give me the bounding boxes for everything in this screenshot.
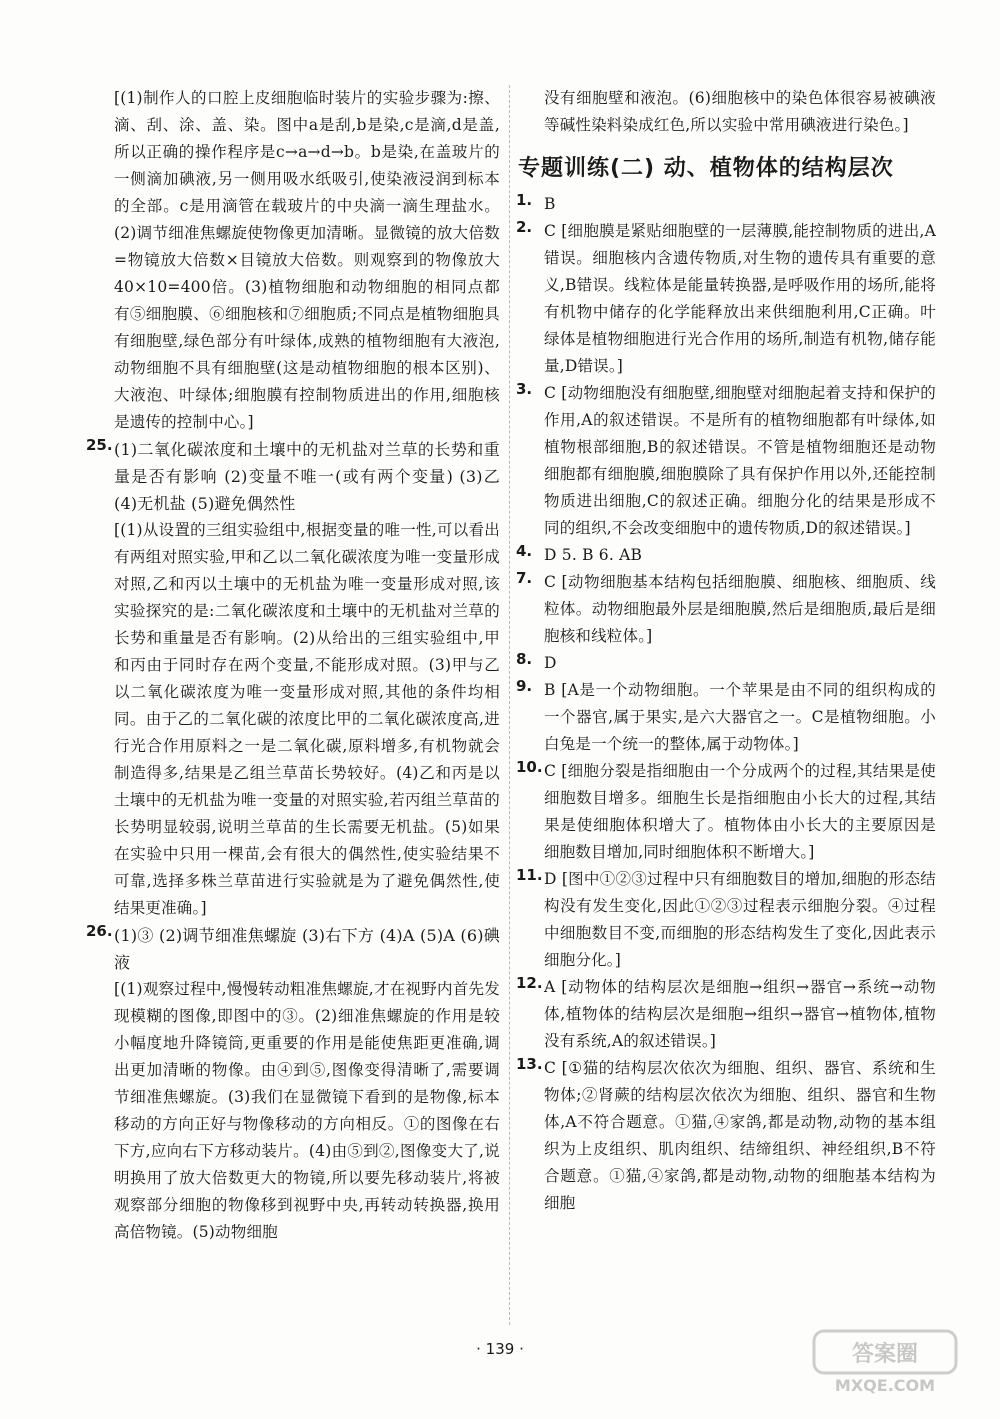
answer-item <box>518 1055 936 1217</box>
answer-item <box>518 218 936 380</box>
answer-text: D [图中①②③过程中只有细胞数目的增加,细胞的形态结构没有发生变化,因此①②③过程表示细胞分裂。④过程中细胞数目不变,而细胞的形态结构发生了变化,因此表示细胞分化。] <box>544 870 936 969</box>
question-number: 1. <box>516 191 533 209</box>
answer-text: A [动物体的结构层次是细胞→组织→器官→系统→动物体,植物体的结构层次是细胞→组织→器官→植物体,植物没有系统,A的叙述错误。] <box>544 978 936 1050</box>
question-26 <box>88 922 500 1246</box>
question-number: 7. <box>516 569 533 587</box>
answer-text: C [动物细胞基本结构包括细胞膜、细胞核、细胞质、线粒体。动物细胞最外层是细胞膜,然后是细胞质,最后是细胞核和线粒体。] <box>544 573 936 645</box>
question-number: 10. <box>516 758 543 776</box>
question-number: 13. <box>516 1055 543 1073</box>
question-number: 8. <box>516 650 533 668</box>
question-number: 9. <box>516 677 533 695</box>
explanation-text: [(1)观察过程中,慢慢转动粗准焦螺旋,才在视野内首先发现模糊的图像,即图中的③。(2)细准焦螺旋的作用是较小幅度地升降镜筒,更重要的作用是能使焦距更准确,调出更加清晰的物像。由④到⑤,图像变得清晰了,需要调节细准焦螺旋。(3)我们在显微镜下看到的是物像,标本移动的方向正好与物像移动的方向相反。①的图像在右下方,应向右下方移动装片。(4)由⑤到②,图像变大了,说明换用了放大倍数更大的物镜,所以要先移动装片,将被观察部分细胞的物像移到视野中央,再转动转换器,换用高倍物镜。(5)动物细胞 <box>114 980 500 1241</box>
watermark-logo <box>810 1327 960 1397</box>
answer-text: (1)③ (2)调节细准焦螺旋 (3)右下方 (4)A (5)A (6)碘液 <box>114 926 500 972</box>
page-number: · 139 · <box>476 1340 524 1358</box>
explanation-text: [(1)从设置的三组实验组中,根据变量的唯一性,可以看出有两组对照实验,甲和乙以二氧化碳浓度为唯一变量形成对照,乙和丙以土壤中的无机盐为唯一变量形成对照,该实验探究的是:二氧化碳浓度和土壤中的无机盐对兰草的长势和重量是否有影响。(2)从给出的三组实验组中,甲和丙由于同时存在两个变量,不能形成对照。(3)甲与乙以二氧化碳浓度为唯一变量形成对照,其他的条件均相同。由于乙的二氧化碳的浓度比甲的二氧化碳浓度高,进行光合作用原料之一是二氧化碳,原料增多,有机物就会制造得多,结果是乙组兰草苗长势较好。(4)乙和丙是以土壤中的无机盐为唯一变量的对照实验,若丙组兰草苗的长势明显较弱,说明兰草苗的生长需要无机盐。(5)如果在实验中只用一棵苗,会有很大的偶然性,使实验结果不可靠,选择多株兰草苗进行实验就是为了避免偶然性,使结果更准确。] <box>114 521 500 917</box>
answer-text: C [细胞膜是紧贴细胞壁的一层薄膜,能控制物质的进出,A错误。细胞核内含遗传物质,对生物的遗传具有重要的意义,B错误。线粒体是能量转换器,是呼吸作用的场所,能将有机物中储存的化学能释放出来供细胞利用,C正确。叶绿体是植物细胞进行光合作用的场所,制造有机物,储存能量,D错误。] <box>544 222 936 375</box>
question-number: 26. <box>86 922 113 940</box>
answer-item <box>518 569 936 650</box>
continued-paragraph: 没有细胞壁和液泡。(6)细胞核中的染色体很容易被碘液等碱性染料染成红色,所以实验中常用碘液进行染色。] <box>544 89 936 134</box>
question-number: 11. <box>516 866 543 884</box>
answer-list <box>518 191 936 1217</box>
watermark-url: MXQE.COM <box>834 1376 936 1395</box>
answer-text: (1)二氧化碳浓度和土壤中的无机盐对兰草的长势和重量是否有影响 (2)变量不唯一(或有两个变量) (3)乙 (4)无机盐 (5)避免偶然性 <box>114 440 500 513</box>
question-number: 3. <box>516 380 533 398</box>
answer-item <box>518 677 936 758</box>
answer-text: B [A是一个动物细胞。一个苹果是由不同的组织构成的一个器官,属于果实,是六大器官之一。C是植物细胞。小白兔是一个统一的整体,属于动物体。] <box>544 681 936 753</box>
question-number: 12. <box>516 974 543 992</box>
answer-item <box>518 974 936 1055</box>
watermark-title: 答案圈 <box>851 1342 919 1367</box>
answer-text: B <box>544 195 556 213</box>
answer-text: C [①猫的结构层次依次为细胞、组织、器官、系统和生物体;②肾蕨的结构层次依次为细胞、组织、器官和生物体,A不符合题意。①猫,④家鸽,都是动物,动物的基本组织为上皮组织、肌肉组织、结缔组织、神经组织,B不符合题意。①猫,④家鸽,都是动物,动物的细胞基本结构为细胞 <box>544 1059 936 1212</box>
left-column <box>88 85 500 1246</box>
answer-item <box>518 380 936 542</box>
answer-text: C [动物细胞没有细胞壁,细胞壁对细胞起着支持和保护的作用,A的叙述错误。不是所有的植物细胞都有叶绿体,如植物根部细胞,B的叙述错误。不管是植物细胞还是动物细胞都有细胞膜,细胞膜除了具有保护作用以外,还能控制物质进出细胞,C的叙述正确。细胞分化的结果是形成不同的组织,不会改变细胞中的遗传物质,D的叙述错误。] <box>544 384 936 537</box>
answer-text: D 5. B 6. AB <box>544 546 643 564</box>
section-heading: 专题训练(二) 动、植物体的结构层次 <box>518 156 894 181</box>
question-number: 2. <box>516 218 533 236</box>
answer-text: D <box>544 654 557 672</box>
answer-item <box>518 542 936 569</box>
answer-item <box>518 866 936 974</box>
answer-item <box>518 650 936 677</box>
answer-item <box>518 758 936 866</box>
right-column <box>518 85 936 1217</box>
answer-item <box>518 191 936 218</box>
question-number: 4. <box>516 542 533 560</box>
answer-text: C [细胞分裂是指细胞由一个分成两个的过程,其结果是使细胞数目增多。细胞生长是指细胞由小长大的过程,其结果是使细胞体积增大了。植物体由小长大的主要原因是细胞数目增加,同时细胞体积不断增大。] <box>544 762 936 861</box>
question-25 <box>88 436 500 922</box>
question-number: 25. <box>86 436 113 454</box>
column-divider <box>509 85 510 1325</box>
explanation-paragraph-24: [(1)制作人的口腔上皮细胞临时装片的实验步骤为:擦、滴、刮、涂、盖、染。图中a是刮,b是染,c是滴,d是盖,所以正确的操作程序是c→a→d→b。b是染,在盖玻片的一侧滴加碘液,另一侧用吸水纸吸引,使染液浸润到标本的全部。c是用滴管在载玻片的中央滴一滴生理盐水。(2)调节细准焦螺旋使物像更加清晰。显微镜的放大倍数=物镜放大倍数×目镜放大倍数。则观察到的物像放大40×10=400倍。(3)植物细胞和动物细胞的相同点都有⑤细胞膜、⑥细胞核和⑦细胞质;不同点是植物细胞具有细胞壁,绿色部分有叶绿体,成熟的植物细胞有大液泡,动物细胞不具有细胞壁(这是动植物细胞的根本区别)、大液泡、叶绿体;细胞膜有控制物质进出的作用,细胞核是遗传的控制中心。] <box>114 89 500 431</box>
